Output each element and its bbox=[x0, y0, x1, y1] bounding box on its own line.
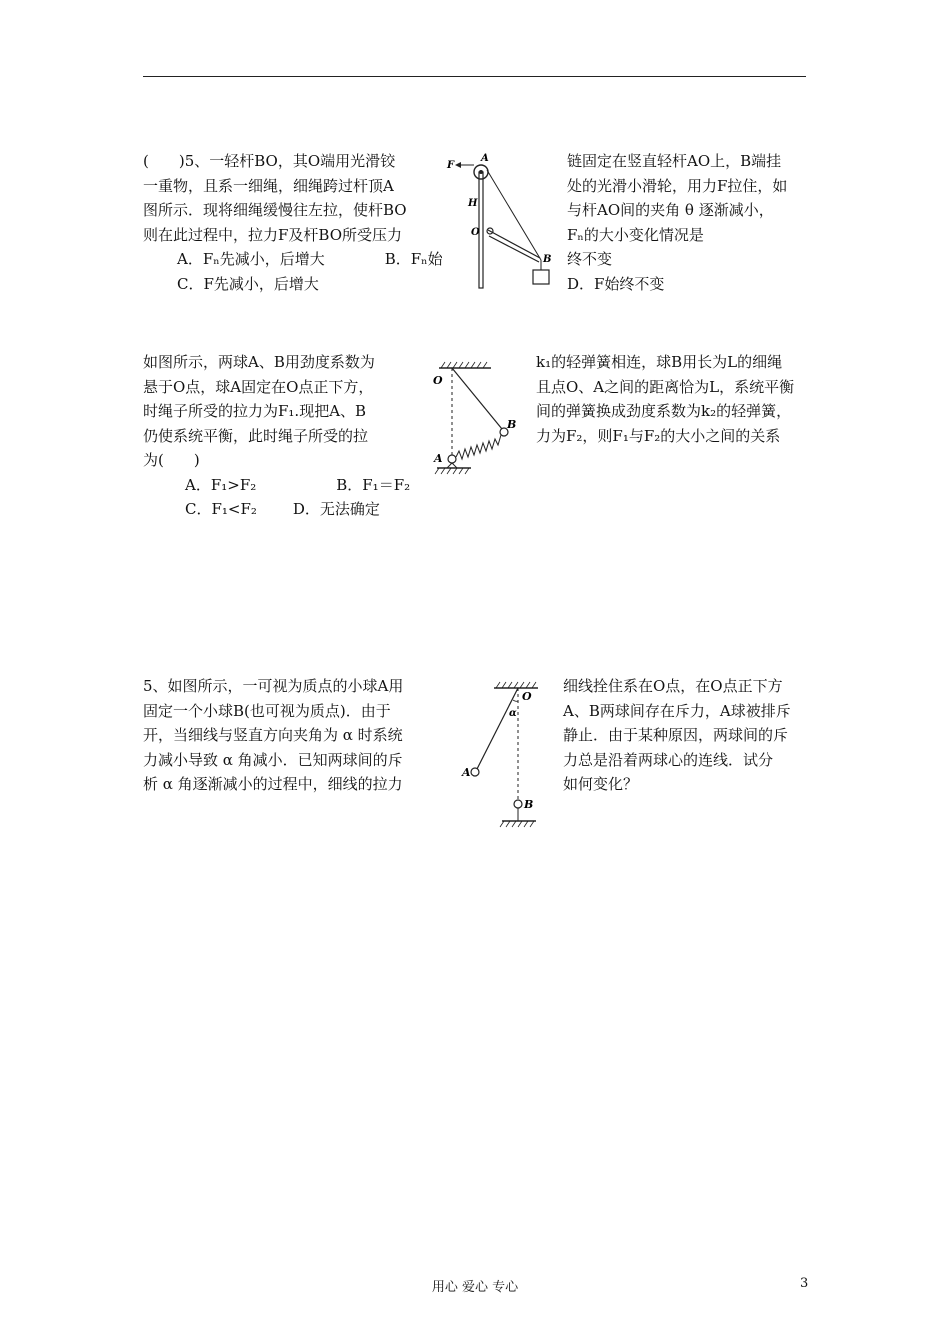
text-line: 如何变化？ bbox=[563, 775, 639, 793]
text-line: 力减小导致 α 角减小．已知两球间的斥 bbox=[143, 750, 403, 769]
text-line: 析 α 角逐渐减小的过程中，细线的拉力 bbox=[143, 775, 403, 793]
problem3-figure bbox=[458, 680, 558, 828]
text-line: 如图所示，两球A、B用劲度系数为 bbox=[143, 353, 375, 371]
label-b: B bbox=[543, 254, 552, 265]
problem2-left-text bbox=[143, 350, 410, 522]
text-line: 静止．由于某种原因，两球间的斥 bbox=[563, 726, 789, 744]
option-d: D．F始终不变 bbox=[567, 274, 665, 293]
problem1-left-text bbox=[143, 149, 443, 296]
option-b: B．F₁＝F₂ bbox=[336, 475, 411, 494]
footer-text: 用心 爱心 专心 bbox=[431, 1280, 519, 1295]
text-line: 链固定在竖直轻杆AO上，B端挂 bbox=[567, 152, 782, 170]
problem2-figure bbox=[425, 360, 525, 480]
option-b: B．Fₙ始 bbox=[384, 250, 443, 268]
text-line: A、B两球间存在斥力，A球被排斥 bbox=[563, 701, 791, 720]
text-line: 开，当细线与竖直方向夹角为 α 时系统 bbox=[143, 726, 403, 744]
text-line: 则在此过程中，拉力F及杆BO所受压力 bbox=[143, 225, 403, 244]
option-a: A．Fₙ先减小，后增大 bbox=[177, 250, 325, 268]
label-h: H bbox=[468, 198, 478, 209]
text-line: 5、如图所示，一可视为质点的小球A用 bbox=[143, 677, 404, 695]
problem2-right-text bbox=[536, 350, 794, 448]
problem1-figure bbox=[445, 150, 560, 292]
text-line: 与杆AO间的夹角 θ 逐渐减小， bbox=[567, 201, 774, 219]
text-line: ( )5、一轻杆BO，其O端用光滑铰 bbox=[143, 152, 396, 170]
text-line: 且点O、A之间的距离恰为L，系统平衡 bbox=[536, 377, 795, 396]
label-alpha: α bbox=[509, 708, 517, 719]
text-line: 处的光滑小滑轮，用力F拉住，如 bbox=[567, 176, 788, 195]
label-a: A bbox=[462, 766, 471, 779]
text-line: k₁的轻弹簧相连，球B用长为L的细绳 bbox=[536, 353, 783, 371]
header-rule bbox=[143, 76, 806, 77]
label-b: B bbox=[524, 798, 534, 811]
label-o: O bbox=[433, 374, 443, 387]
text-line: 终不变 bbox=[567, 250, 613, 268]
text-line: Fₙ的大小变化情况是 bbox=[567, 225, 704, 244]
text-line: 一重物，且系一细绳，细绳跨过杆顶A bbox=[143, 176, 394, 195]
text-line: 固定一个小球B(也可视为质点)．由于 bbox=[143, 701, 391, 720]
text-line: 仍使系统平衡，此时绳子所受的拉 bbox=[143, 426, 369, 445]
text-line: 时绳子所受的拉力为F₁.现把A、B bbox=[143, 402, 367, 420]
option-c: C．F先减小，后增大 bbox=[177, 274, 319, 293]
text-line: 间的弹簧换成劲度系数为k₂的轻弹簧， bbox=[536, 402, 792, 420]
page-number: 3 bbox=[800, 1276, 809, 1291]
text-line: 为( ) bbox=[143, 451, 200, 469]
label-b: B bbox=[507, 418, 517, 431]
label-o: O bbox=[522, 690, 532, 703]
label-a: A bbox=[481, 153, 489, 164]
text-line: 力总是沿着两球心的连线．试分 bbox=[563, 750, 774, 769]
text-line: 图所示．现将细绳缓慢往左拉，使杆BO bbox=[143, 201, 407, 219]
label-f: F bbox=[447, 160, 455, 171]
problem3-left-text bbox=[143, 674, 403, 797]
problem1-right-text bbox=[567, 149, 787, 296]
problem3-right-text bbox=[563, 674, 791, 797]
text-line: 悬于O点，球A固定在O点正下方， bbox=[143, 377, 374, 396]
option-a: A．F₁>F₂ bbox=[185, 475, 257, 494]
label-a: A bbox=[434, 452, 443, 465]
text-line: 细线拴住系在O点，在O点正下方 bbox=[563, 677, 783, 695]
option-c: C．F₁<F₂ bbox=[185, 500, 257, 518]
option-d: D．无法确定 bbox=[292, 500, 380, 518]
text-line: 力为F₂，则F₁与F₂的大小之间的关系 bbox=[536, 426, 781, 445]
label-o: O bbox=[471, 227, 480, 238]
